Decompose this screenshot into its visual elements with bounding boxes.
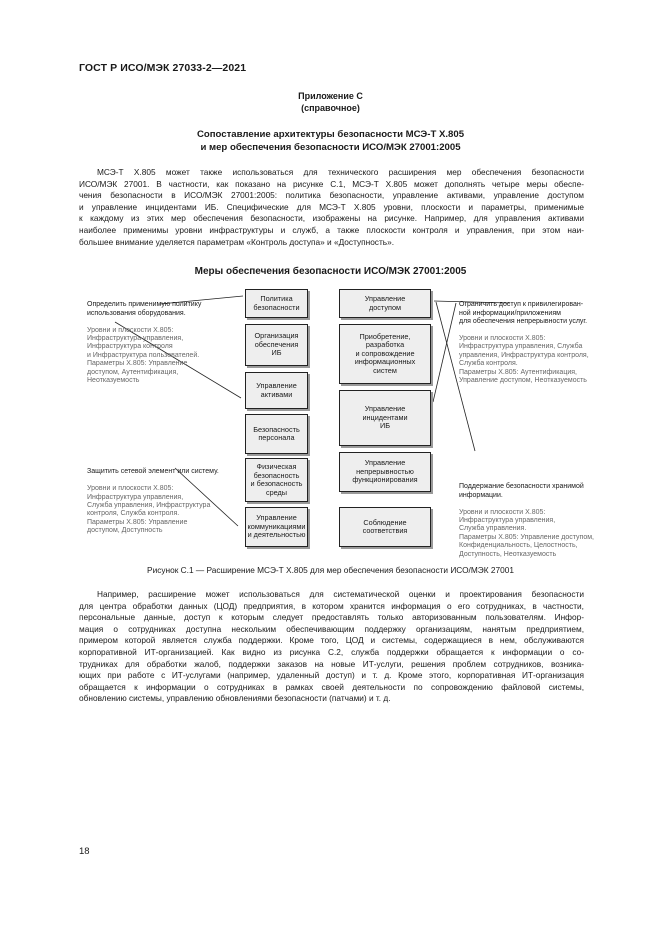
intro-line: и управление инцидентами ИБ. Специфические для МСЭ-Т Х.805 уровни, плоскости и параметры, применимые — [79, 201, 584, 212]
intro-line: МСЭ-Т Х.805 может также использоваться для технического расширения мер обеспечения безопасности — [97, 167, 584, 177]
annex-subtitle: (справочное) — [301, 103, 360, 113]
control-organization-of-information-security: Организация обеспечения ИБ — [245, 324, 308, 366]
body-line: обновлению системы, управлению обновлениями безопасности (патчами) и т. д. — [79, 693, 391, 704]
control-compliance: Соблюдение соответствия — [339, 507, 431, 547]
document-header: ГОСТ Р ИСО/МЭК 27033-2—2021 — [79, 62, 247, 74]
body-line: трудниках для обработки жалоб, поддержки заказов на новые ИТ-услуги, решения проблем сотрудников, возника- — [79, 658, 584, 669]
body-line: примером которой является служба поддержки. Кроме того, ЦОД и системы, содержащиеся в нем, обслуживаются — [79, 635, 584, 646]
control-business-continuity: Управление непрерывностью функционирования — [339, 452, 431, 492]
control-systems-acquisition-development: Приобретение, разработка и сопровождение информационных систем — [339, 324, 431, 384]
page-number: 18 — [79, 846, 90, 857]
annotation-details: Уровни и плоскости Х.805: Инфраструктура управления, Служба управления. Параметры Х.805: Управление доступом, Конфиденциальность, Целостность, Доступность, Неотказуемость — [459, 508, 595, 558]
control-asset-management: Управление активами — [245, 372, 308, 409]
intro-line: чения безопасности в ИСО/МЭК 27001:2005: политика безопасности, управление активами, управление доступом — [79, 190, 584, 201]
body-line: для центра обработки данных (ЦОД) предприятия, в котором хранится информация о его сотрудниках, в частности, — [79, 600, 584, 611]
body-line: обращается к информации о сотрудниках в рамках своей деятельности по сопровождению файловой системы, — [79, 681, 584, 692]
annotation-details: Уровни и плоскости Х.805: Инфраструктура управления, Служба управления, Инфраструктура контроля, Служба контроля. Параметры Х.805: Аутентификация, Управление доступом, Неотказуемость — [459, 335, 589, 385]
control-physical-environmental-security: Физическая безопасность и безопасность среды — [245, 458, 308, 502]
control-incident-management: Управление инцидентами ИБ — [339, 390, 431, 446]
annotation-top-right — [459, 293, 589, 394]
annotation-bottom-left — [87, 460, 219, 544]
intro-line: большее внимание уделяется параметрам «Контроль доступа» и «Доступность». — [79, 236, 394, 247]
annotation-bottom-right — [459, 475, 594, 567]
control-security-policy: Политика безопасности — [245, 289, 308, 318]
section-heading-line-1: Сопоставление архитектуры безопасности МСЭ-Т Х.805 — [196, 129, 465, 140]
intro-line: к каждому из этих мер обеспечения безопасности, изображены на рисунке. Например, для управления активами — [79, 213, 584, 224]
control-human-resources-security: Безопасность персонала — [245, 414, 308, 454]
intro-line: ИСО/МЭК 27001. В частности, как показано на рисунке С.1, МСЭ-Т Х.805 может дополнять четыре меры обеспе- — [79, 178, 584, 189]
body-line: корпоративной ИТ-организацией. Как видно из рисунка С.2, служба поддержки обращается к информации о со- — [79, 646, 584, 657]
control-communications-operations-management: Управление коммуникациями и деятельностью — [245, 507, 308, 547]
annotation-heading: Определить применимую политику использования оборудования. — [87, 301, 202, 317]
body-paragraph — [79, 589, 584, 705]
annotation-heading: Поддержание безопасности хранимой информации. — [459, 483, 584, 499]
body-line: мация о сотрудниках доступна нескольким обеспечивающим поддержку организациям, нанятым предприятием, — [79, 623, 584, 634]
annotation-heading: Защитить сетевой элемент или систему. — [87, 468, 219, 476]
section-heading-line-2: и мер обеспечения безопасности ИСО/МЭК 27001:2005 — [200, 142, 461, 153]
annex-title: Приложение С — [298, 91, 363, 101]
body-line: персональные данные, доступ к которым следует предоставлять только авторизованным пользователям. Инфор- — [79, 612, 584, 623]
annotation-top-left — [87, 293, 201, 394]
annotation-heading: Ограничить доступ к привилегирован- ной информации/приложениям для обеспечения непрерывности услуг. — [459, 301, 588, 326]
connector-line — [433, 303, 456, 402]
figure-title: Меры обеспечения безопасности ИСО/МЭК 27001:2005 — [194, 266, 467, 277]
figure-caption: Рисунок С.1 — Расширение МСЭ-Т Х.805 для мер обеспечения безопасности ИСО/МЭК 27001 — [147, 565, 514, 575]
body-line: Например, расширение может использоваться для систематической оценки и проектирования безопасности — [97, 589, 584, 599]
annotation-details: Уровни и плоскости Х.805: Инфраструктура управления, Инфраструктура контроля и Инфраструктура пользователей. Параметры Х.805: Управление доступом, Аутентификация, Неотказуемость — [87, 326, 200, 385]
intro-line: наиболее применимы уровни инфраструктуры и служб, а также плоскости контроля и управления, при этом наи- — [79, 224, 584, 235]
body-line: ющих при работе с ИТ-услугами (например, удаленный доступ) и т. д. Кроме этого, корпоративная ИТ-организация — [79, 670, 584, 681]
annotation-details: Уровни и плоскости Х.805: Инфраструктура управления, Служба управления, Инфраструктура контроля, Служба контроля. Параметры Х.805: Управление доступом, Доступность — [87, 485, 211, 535]
control-access-control: Управление доступом — [339, 289, 431, 318]
